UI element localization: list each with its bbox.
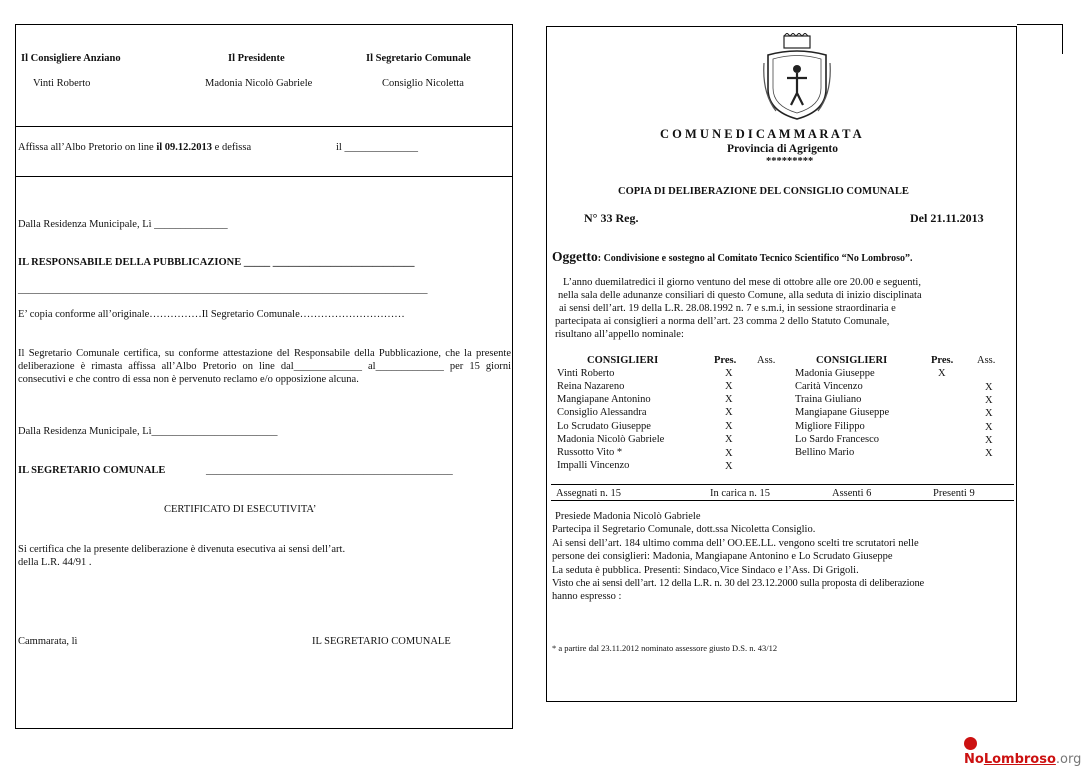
publication-prefix: Affissa all’Albo Pretorio on line (18, 142, 157, 153)
oggetto-label: Oggetto (552, 249, 598, 264)
certification-paragraph: Il Segretario Comunale certifica, su conforme attestazione del Responsabile della Pubblicazione, che la presente deliberazione è rimasta affissa all’Albo Pretorio on line dal_____________ al_____________ per 15 giorni consecutivi e che contro di essa non è pervenuto reclamo e/o opposizione alcuna. (18, 348, 511, 385)
comune-title: C O M U N E D I C A M M A R A T A (660, 127, 862, 141)
underline-row: ______________________________________________________________________________ (18, 284, 428, 295)
publication-middle: e defissa (214, 142, 252, 153)
presence-mark: X (725, 381, 733, 392)
consigliere-anziano-title: Il Consigliere Anziano (21, 53, 121, 64)
segretario-title: Il Segretario Comunale (366, 53, 471, 64)
consigliere-anziano-name: Vinti Roberto (33, 78, 91, 89)
absence-mark: X (985, 435, 993, 446)
col-ass-right: Ass. (977, 355, 996, 366)
col-ass-left: Ass. (757, 355, 776, 366)
stop-sign-icon (964, 737, 977, 750)
in-carica: In carica n. 15 (710, 488, 771, 499)
deliberation-page (546, 26, 1017, 702)
col-consiglieri-left: CONSIGLIERI (587, 355, 659, 366)
councillor-name: Vinti Roberto (557, 368, 615, 379)
logo-lombroso: Lombroso (983, 752, 1056, 767)
closing-line: hanno espresso : (552, 591, 622, 602)
absence-mark: X (985, 395, 993, 406)
absence-mark: X (985, 382, 993, 393)
closing-line: Ai sensi dell’art. 184 ultimo comma dell’ OO.EE.LL. vengono scelti tre scrutatori nelle (552, 538, 919, 549)
presence-mark: X (725, 407, 733, 418)
logo-org: .org (1055, 752, 1081, 767)
closing-line: Visto che ai sensi dell’art. 12 della L.R. n. 30 del 23.12.2000 sulla proposta di deliberazione (552, 578, 925, 589)
publication-date: 09.12.2013 (164, 142, 213, 153)
councillor-name: Lo Sardo Francesco (795, 434, 879, 445)
segretario-name: Consiglio Nicoletta (382, 78, 464, 89)
presence-mark: X (725, 448, 733, 459)
deliberation-date: Del 21.11.2013 (910, 211, 984, 225)
publication-tail: il ______________ (336, 142, 418, 153)
presenti: Presenti 9 (933, 488, 975, 499)
col-pres-right: Pres. (931, 355, 954, 366)
presence-mark: X (725, 421, 733, 432)
closing-line: Partecipa il Segretario Comunale, dott.ssa Nicoletta Consiglio. (552, 524, 816, 535)
publication-box (15, 126, 513, 177)
col-consiglieri-right: CONSIGLIERI (816, 355, 888, 366)
esecutivita-text-1: Si certifica che la presente deliberazione è divenuta esecutiva ai sensi dell’art. (18, 544, 346, 555)
document-type: COPIA DI DELIBERAZIONE DEL CONSIGLIO COMUNALE (618, 186, 909, 197)
councillor-name: Madonia Giuseppe (795, 368, 875, 379)
councillor-name: Lo Scrudato Giuseppe (557, 421, 651, 432)
intro-line: ai sensi dell’art. 19 della L.R. 28.08.1992 n. 7 e s.m.i, in sessione straordinaria e (559, 303, 896, 314)
cammarata-crest-icon (762, 33, 832, 121)
councillor-name: Mangiapane Giuseppe (795, 407, 890, 418)
responsabile-pubblicazione: IL RESPONSABILE DELLA PUBBLICAZIONE _____ ___________________________ (18, 257, 415, 268)
provincia: Provincia di Agrigento (727, 143, 838, 155)
closing-line: persone dei consiglieri: Madonia, Mangiapane Antonino e Lo Scrudato Giuseppe (552, 551, 893, 562)
councillor-name: Bellino Mario (795, 447, 855, 458)
publication-line (18, 142, 251, 153)
intro-line: risultano all’appello nominale: (555, 329, 684, 340)
presence-mark: X (725, 368, 733, 379)
esecutivita-title: CERTIFICATO DI ESECUTIVITA’ (164, 504, 317, 515)
col-pres-left: Pres. (714, 355, 737, 366)
publication-il: il (156, 142, 163, 153)
absence-mark: X (985, 422, 993, 433)
presidente-title: Il Presidente (228, 53, 285, 64)
assegnati: Assegnati n. 15 (556, 488, 622, 499)
corner-line (1017, 24, 1063, 25)
councillor-name: Traina Giuliano (795, 394, 862, 405)
segretario-signature-line: _______________________________________________ (206, 465, 453, 476)
esecutivita-text-2: della L.R. 44/91 . (18, 557, 92, 568)
residenza-line-2: Dalla Residenza Municipale, Lì________________________ (18, 426, 278, 437)
presence-mark: X (725, 461, 733, 472)
place-date: Cammarata, lì (18, 636, 78, 647)
presence-mark: X (725, 434, 733, 445)
intro-line: L’anno duemilatredici il giorno ventuno del mese di ottobre alle ore 20.00 e seguenti, (563, 277, 921, 288)
totals-top-rule (551, 484, 1014, 485)
oggetto-line (552, 249, 913, 265)
councillor-name: Russotto Vito * (557, 447, 623, 458)
absence-mark: X (985, 408, 993, 419)
councillor-name: Carità Vincenzo (795, 381, 863, 392)
nolombroso-watermark-logo (964, 737, 1081, 767)
assenti: Assenti 6 (832, 488, 872, 499)
segretario-label: IL SEGRETARIO COMUNALE (18, 465, 166, 476)
presence-mark: X (938, 368, 946, 379)
closing-line: La seduta è pubblica. Presenti: Sindaco,Vice Sindaco e l’Ass. Di Grigoli. (552, 565, 859, 576)
councillor-name: Consiglio Alessandra (557, 407, 647, 418)
final-signature-label: IL SEGRETARIO COMUNALE (312, 636, 451, 647)
page-corner-mark (1041, 24, 1063, 54)
footnote: * a partire dal 23.11.2012 nominato assessore giusto D.S. n. 43/12 (552, 643, 778, 653)
councillor-name: Impalli Vincenzo (557, 460, 630, 471)
intro-line: nella sala delle adunanze consiliari di questo Comune, alla seduta di inizio disciplinata (558, 290, 922, 301)
copia-conforme-line: E’ copia conforme all’originale……………Il Segretario Comunale………………………… (18, 309, 405, 320)
certification-box (15, 176, 513, 729)
closing-line: Presiede Madonia Nicolò Gabriele (555, 511, 701, 522)
totals-bottom-rule (551, 500, 1014, 501)
stars-separator: ********* (766, 156, 814, 167)
councillor-name: Madonia Nicolò Gabriele (557, 434, 665, 445)
logo-no: No (964, 752, 984, 767)
councillor-name: Mangiapane Antonino (557, 394, 651, 405)
intro-line: partecipata ai consiglieri a norma dell’art. 23 comma 2 dello Statuto Comunale, (555, 316, 890, 327)
presidente-name: Madonia Nicolò Gabriele (205, 78, 313, 89)
absence-mark: X (985, 448, 993, 459)
councillor-name: Migliore Filippo (795, 421, 865, 432)
councillor-name: Reina Nazareno (557, 381, 625, 392)
registro-number: N° 33 Reg. (584, 211, 639, 225)
presence-mark: X (725, 394, 733, 405)
residenza-line-1: Dalla Residenza Municipale, Lì ______________ (18, 219, 228, 230)
oggetto-text: : Condivisione e sostegno al Comitato Tecnico Scientifico “No Lombroso”. (597, 253, 913, 264)
signature-box (15, 24, 513, 127)
